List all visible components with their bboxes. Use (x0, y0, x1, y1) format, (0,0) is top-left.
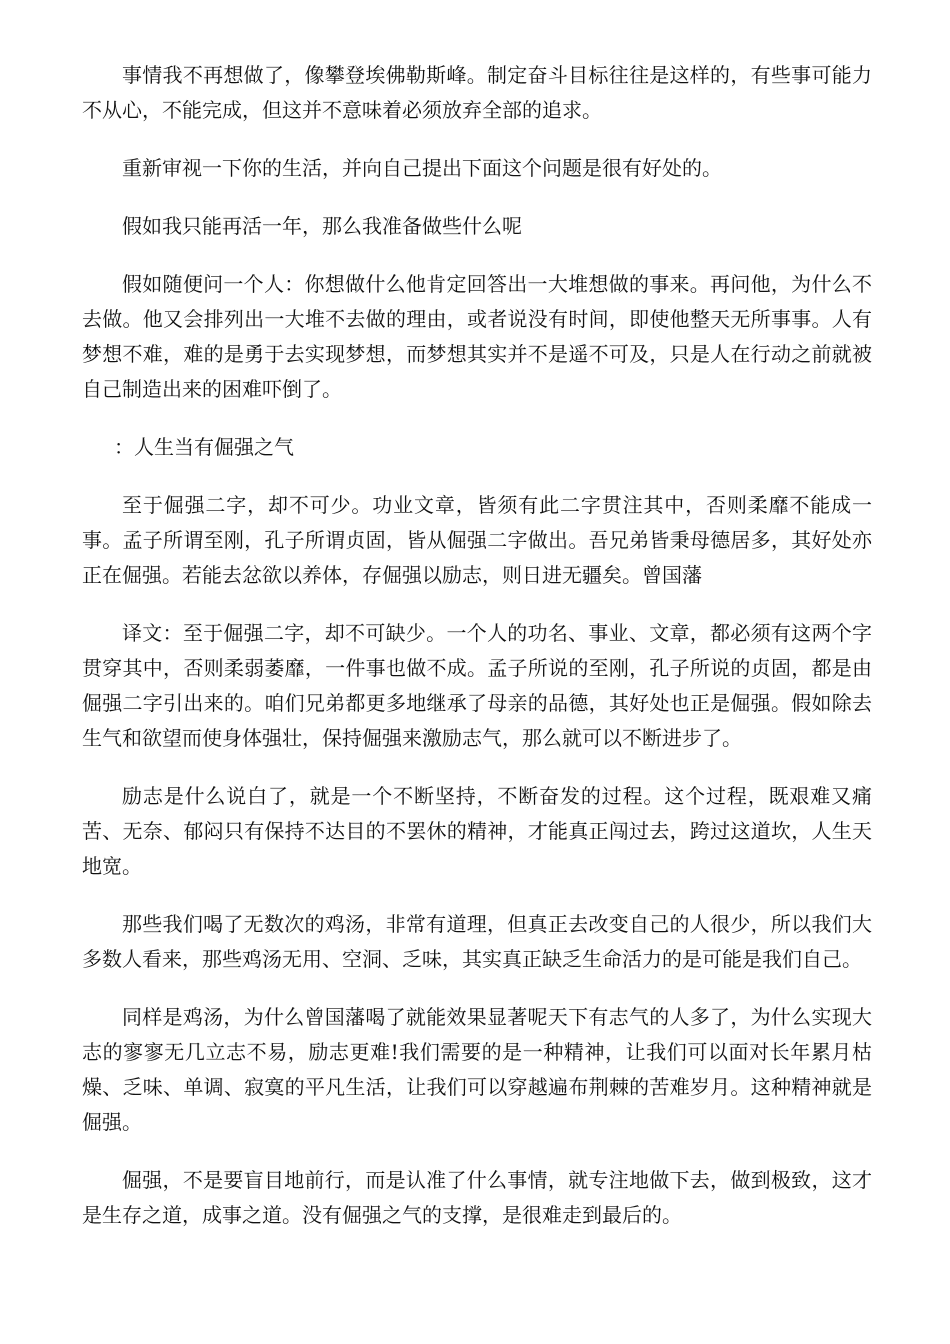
paragraph: 励志是什么说白了，就是一个不断坚持，不断奋发的过程。这个过程，既艰难又痛苦、无奈、郁闷只有保持不达目的不罢休的精神，才能真正闯过去，跨过这道坎，人生天地宽。 (82, 784, 872, 878)
paragraph: 假如随便问一个人：你想做什么他肯定回答出一大堆想做的事来。再问他，为什么不去做。他又会排列出一大堆不去做的理由，或者说没有时间，即使他整天无所事事。人有梦想不难，难的是勇于去实现梦想，而梦想其实并不是遥不可及，只是人在行动之前就被自己制造出来的困难吓倒了。 (82, 272, 872, 401)
paragraph: 那些我们喝了无数次的鸡汤，非常有道理，但真正去改变自己的人很少，所以我们大多数人看来，那些鸡汤无用、空洞、乏味，其实真正缺乏生命活力的是可能是我们自己。 (82, 912, 872, 971)
document-page (82, 58, 872, 1256)
paragraph: 重新审视一下你的生活，并向自己提出下面这个问题是很有好处的。 (122, 156, 722, 180)
paragraph: 假如我只能再活一年，那么我准备做些什么呢 (122, 214, 522, 238)
paragraph: 同样是鸡汤，为什么曾国藩喝了就能效果显著呢天下有志气的人多了，为什么实现大志的寥寥无几立志不易，励志更难!我们需要的是一种精神，让我们可以面对长年累月枯燥、乏味、单调、寂寞的平凡生活，让我们可以穿越遍布荆棘的苦难岁月。这种精神就是倔强。 (82, 1005, 872, 1134)
paragraph: 事情我不再想做了，像攀登埃佛勒斯峰。制定奋斗目标往往是这样的，有些事可能力不从心，不能完成，但这并不意味着必须放弃全部的追求。 (82, 63, 872, 122)
section-heading: ：人生当有倔强之气 (114, 435, 294, 459)
paragraph: 至于倔强二字，却不可少。功业文章，皆须有此二字贯注其中，否则柔靡不能成一事。孟子所谓至刚，孔子所谓贞固，皆从倔强二字做出。吾兄弟皆秉母德居多，其好处亦正在倔强。若能去忿欲以养体，存倔强以励志，则日进无疆矣。曾国藩 (82, 493, 872, 587)
paragraph: 译文：至于倔强二字，却不可缺少。一个人的功名、事业、文章，都必须有这两个字贯穿其中，否则柔弱萎靡，一件事也做不成。孟子所说的至刚，孔子所说的贞固，都是由倔强二字引出来的。咱们兄弟都更多地继承了母亲的品德，其好处也正是倔强。假如除去生气和欲望而使身体强壮，保持倔强来激励志气，那么就可以不断进步了。 (82, 621, 872, 750)
paragraph: 倔强，不是要盲目地前行，而是认准了什么事情，就专注地做下去，做到极致，这才是生存之道，成事之道。没有倔强之气的支撑，是很难走到最后的。 (82, 1168, 872, 1227)
